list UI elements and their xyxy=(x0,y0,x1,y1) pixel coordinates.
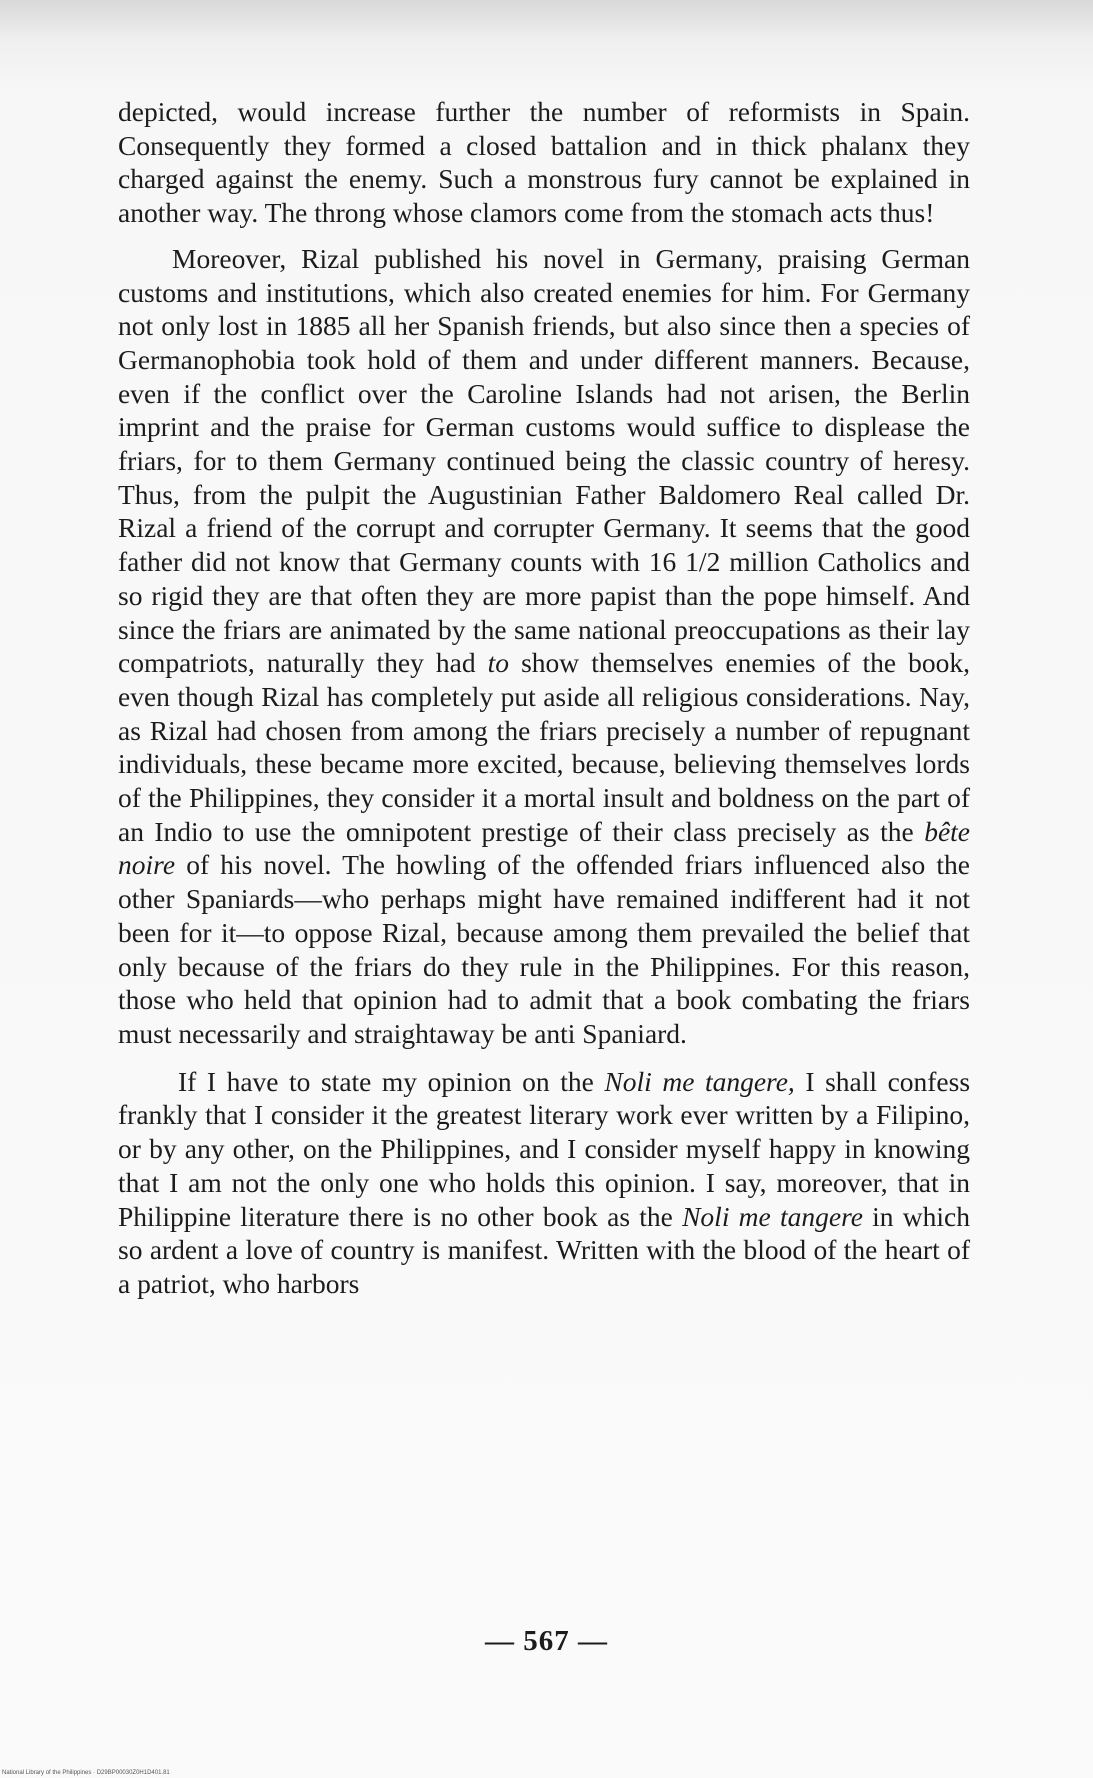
paragraph-3 xyxy=(118,1065,970,1301)
italic-noli-title-2: Noli me tangere xyxy=(682,1200,863,1232)
paragraph-3-text-c: in which so ardent a love of country is manifest. Written with the blood of the heart of a patriot, who harbors xyxy=(118,1200,970,1299)
scan-credit: National Library of the Philippines · D29BP00030Z0H1D401.81 xyxy=(2,1770,170,1776)
paragraph-1: depicted, would increase further the number of reformists in Spain. Consequently they formed a closed battalion and in thick phalanx they charged against the enemy. Such a monstrous fury cannot be explained in another way. The throng whose clamors come from the stomach acts thus! xyxy=(118,96,970,229)
italic-noli-title-1: Noli me tangere, xyxy=(604,1065,795,1097)
paragraph-2-text-a: Moreover, Rizal published his novel in Germany, praising German customs and institutions, which also created enemies for him. For Germany not only lost in 1885 all her Spanish friends, but also since then a species of Germanophobia took hold of them and under different manners. Because, even if the conflict over the Caroline Islands had not arisen, the Berlin imprint and the praise for German customs would suffice to displease the friars, for to them Germany continued being the classic country of heresy. Thus, from the pulpit the Augustinian Father Baldomero Real called Dr. Rizal a friend of the corrupt and corrupter Germany. It seems that the good father did not know that Germany counts with 16 1/2 million Catholics and so rigid they are that often they are more papist than the pope himself. And since the friars are animated by the same national preoccupations as their lay compatriots, naturally they had xyxy=(118,242,970,679)
paragraph-3-text-a: If I have to state my opinion on the xyxy=(178,1065,594,1097)
paragraph-2-text-c: of his novel. The howling of the offended friars influenced also the other Spaniards—who perhaps might have remained indifferent had it not been for it—to oppose Rizal, because among them prevailed the belief that only because of the friars do they rule in the Philippines. For this reason, those who held that opinion had to admit that a book combating the friars must necessarily and straightaway be anti Spaniard. xyxy=(118,849,971,1049)
paragraph-2-text-b: show themselves enemies of the book, even though Rizal has completely put aside all religious considerations. Nay, as Rizal had chosen from among the friars precisely a number of repugnant individuals, these became more excited, because, believing themselves lords of the Philippines, they consider it a mortal insult and boldness on the part of an Indio to use the omnipotent prestige of their class precisely as the xyxy=(118,647,971,847)
page-number: — 567 — xyxy=(485,1625,608,1657)
paragraph-2 xyxy=(118,242,970,1051)
italic-bete-noire: bête noire xyxy=(118,815,970,881)
page-body-text xyxy=(118,95,970,1301)
italic-to: to xyxy=(487,647,510,679)
paragraph-3-text-b: I shall confess frankly that I consider it the greatest literary work ever written by a Filipino, or by any other, on the Philippines, and I consider myself happy in knowing that I am not the only one who holds this opinion. I say, moreover, that in Philippine literature there is no other book as the xyxy=(118,1065,971,1232)
